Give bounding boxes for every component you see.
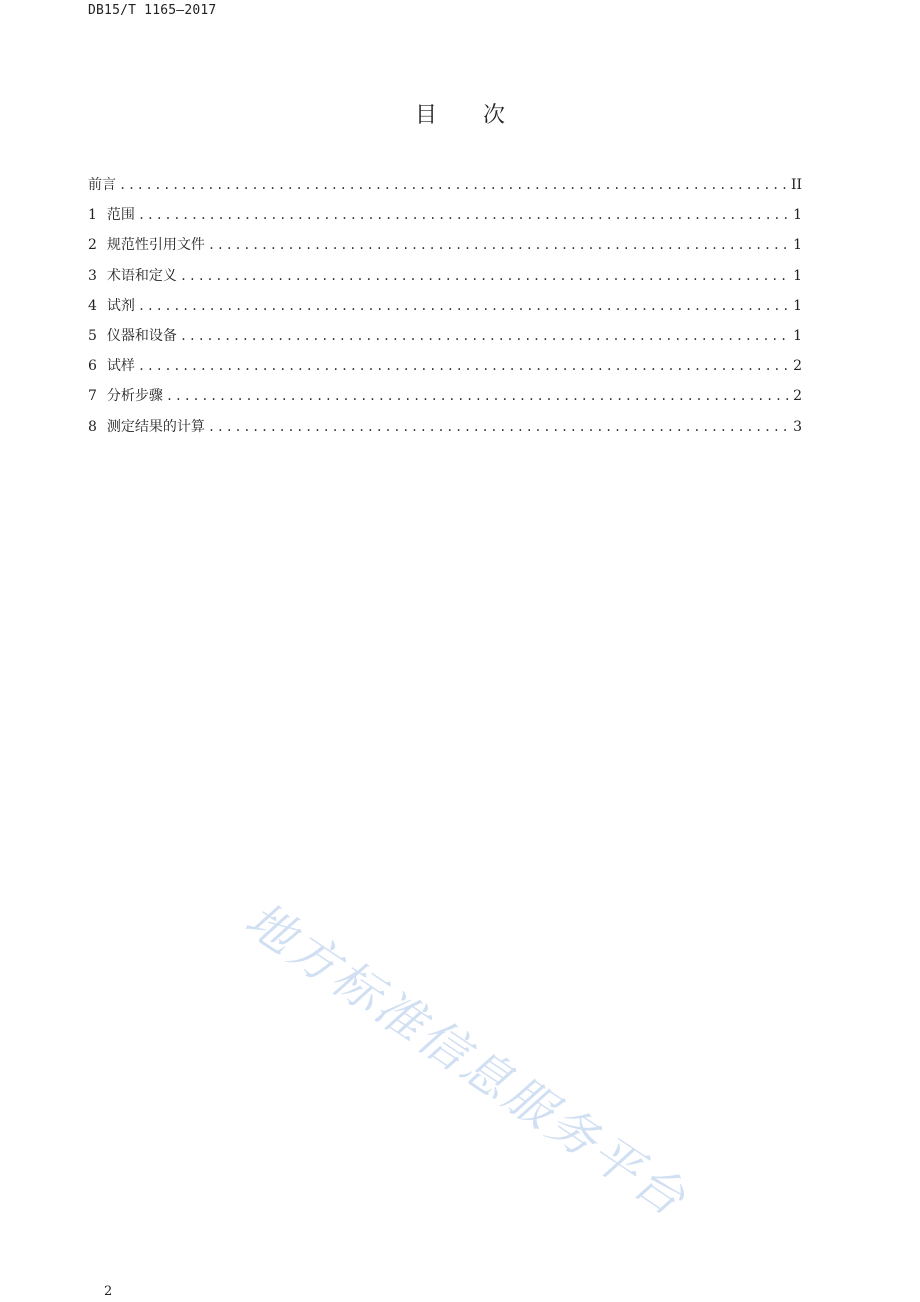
toc-dot-leader (180, 269, 790, 283)
toc-entry-label: 试剂 (106, 297, 135, 314)
toc-entry-page: 1 (793, 327, 802, 344)
toc-entry-page: 1 (793, 207, 802, 224)
toc-entry-number: 4 (88, 297, 97, 314)
table-of-contents (88, 174, 802, 446)
toc-entry-page: 1 (793, 297, 802, 314)
toc-entry-sample[interactable] (88, 355, 802, 385)
toc-entry-number: 6 (88, 358, 97, 375)
toc-entry-number: 2 (88, 237, 97, 254)
toc-entry-calculation[interactable] (88, 416, 802, 446)
toc-entry-label: 仪器和设备 (106, 327, 177, 344)
toc-entry-page: 2 (793, 358, 802, 375)
toc-dot-leader (138, 299, 790, 313)
toc-entry-number: 5 (88, 327, 97, 344)
toc-entry-number: 3 (88, 267, 97, 284)
toc-entry-page: 2 (793, 388, 802, 405)
watermark: 地方标准信息服务平台 (235, 891, 698, 1229)
page-number: 2 (104, 1284, 113, 1299)
toc-entry-label: 术语和定义 (106, 267, 177, 284)
toc-entry-terms-definitions[interactable] (88, 265, 802, 295)
toc-dot-leader (138, 208, 790, 222)
toc-entry-normative-references[interactable] (88, 234, 802, 264)
toc-entry-page: 3 (793, 418, 802, 435)
toc-entry-label: 前言 (88, 177, 116, 193)
toc-dot-leader (119, 178, 788, 192)
toc-entry-scope[interactable] (88, 204, 802, 234)
toc-entry-page: 1 (793, 267, 802, 284)
toc-entry-label: 规范性引用文件 (106, 237, 205, 254)
toc-entry-label: 试样 (106, 358, 135, 375)
toc-entry-apparatus[interactable] (88, 325, 802, 355)
toc-dot-leader (166, 389, 790, 403)
toc-entry-label: 分析步骤 (106, 388, 163, 405)
toc-entry-number: 8 (88, 418, 97, 435)
document-code: DB15/T 1165—2017 (88, 3, 217, 18)
toc-dot-leader (208, 238, 790, 252)
toc-entry-label: 测定结果的计算 (106, 418, 205, 435)
toc-entry-label: 范围 (106, 207, 135, 224)
toc-entry-page: 1 (793, 237, 802, 254)
toc-dot-leader (138, 359, 790, 373)
toc-dot-leader (180, 329, 790, 343)
toc-entry-procedure[interactable] (88, 385, 802, 415)
toc-dot-leader (208, 420, 790, 434)
toc-entry-reagents[interactable] (88, 295, 802, 325)
toc-entry-foreword[interactable] (88, 174, 802, 204)
toc-entry-page: II (790, 177, 802, 193)
page-title: 目次 (414, 103, 551, 128)
toc-entry-number: 1 (88, 207, 97, 224)
toc-entry-number: 7 (88, 388, 97, 405)
